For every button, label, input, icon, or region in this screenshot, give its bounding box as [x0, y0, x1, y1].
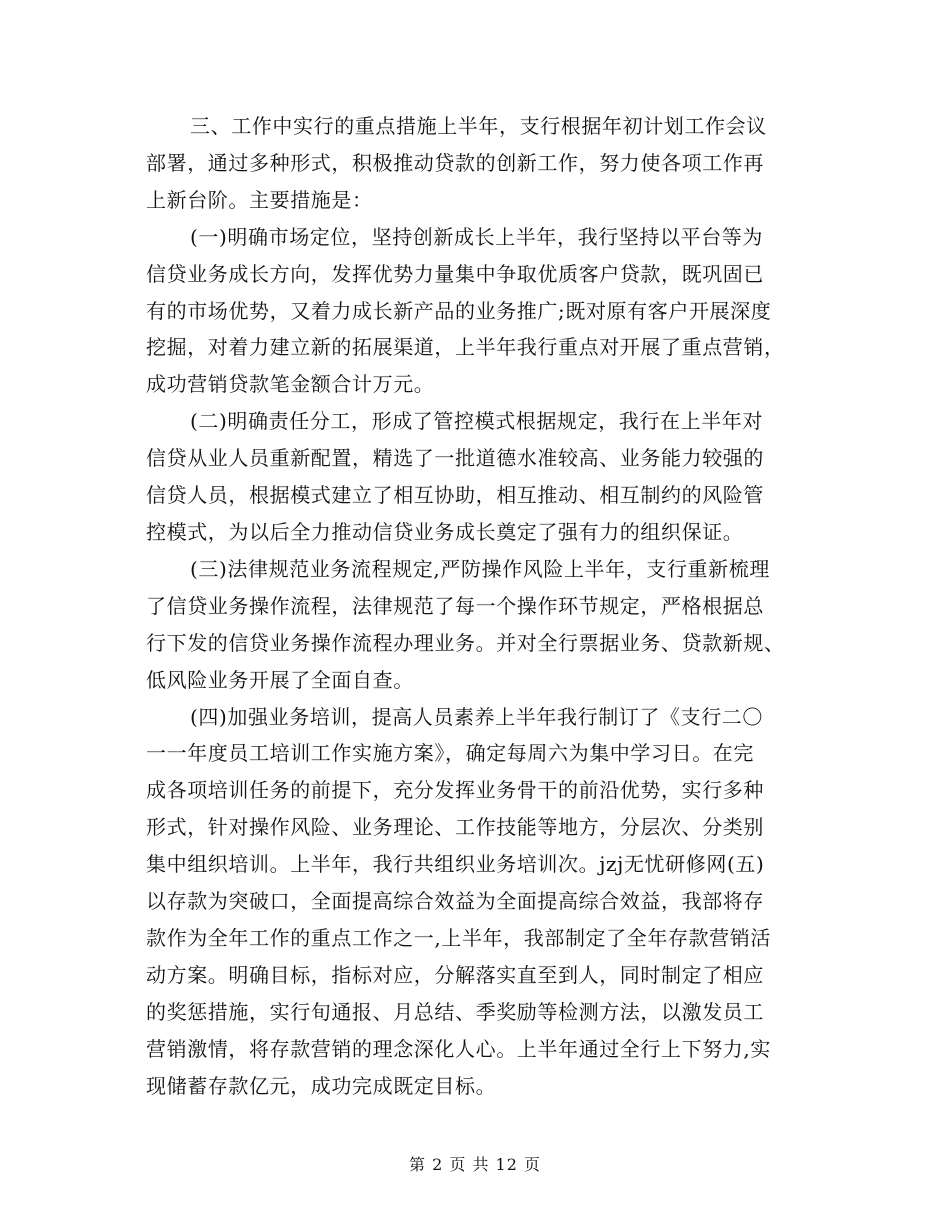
- text-line: (四)加强业务培训，提高人员素养上半年我行制订了《支行二〇: [190, 704, 764, 729]
- document-body: [146, 108, 806, 1104]
- current-page-number: 2: [432, 1155, 444, 1174]
- paragraph-process-rules: [146, 551, 806, 699]
- text-line: 了信贷业务操作流程，法律规范了每一个操作环节规定，严格根据总: [146, 593, 764, 618]
- text-line: 一一年度员工培训工作实施方案》，确定每周六为集中学习日。在完: [146, 741, 754, 766]
- total-pages-number: 12: [495, 1155, 518, 1174]
- text-line: (一)明确市场定位，坚持创新成长上半年，我行坚持以平台等为: [190, 224, 764, 249]
- text-line: 上新台阶。主要措施是：: [146, 187, 373, 212]
- text-line: 行下发的信贷业务操作流程办理业务。并对全行票据业务、贷款新规、: [146, 630, 785, 655]
- paragraph-responsibility: [146, 403, 806, 551]
- page-number-middle: 页 共: [449, 1155, 490, 1174]
- text-line: 形式，针对操作风险、业务理论、工作技能等地方，分层次、分类别: [146, 815, 764, 840]
- text-line: 信贷从业人员重新配置，精选了一批道德水准较高、业务能力较强的: [146, 446, 764, 471]
- text-line: 控模式，为以后全力推动信贷业务成长奠定了强有力的组织保证。: [146, 519, 744, 544]
- text-line: 成功营销贷款笔金额合计万元。: [146, 372, 435, 397]
- text-line: 挖掘，对着力建立新的拓展渠道，上半年我行重点对开展了重点营销，: [146, 335, 785, 360]
- paragraph-key-measures: [146, 108, 806, 219]
- text-line: 的奖惩措施，实行旬通报、月总结、季奖励等检测方法，以激发员工: [146, 999, 764, 1024]
- text-line: 营销激情，将存款营销的理念深化人心。上半年通过全行上下努力,实: [146, 1036, 771, 1061]
- text-line: 以存款为突破口，全面提高综合效益为全面提高综合效益，我部将存: [146, 889, 764, 914]
- text-line: 现储蓄存款亿元，成功完成既定目标。: [146, 1073, 497, 1098]
- text-line: 成各项培训任务的前提下，充分发挥业务骨干的前沿优势，实行多种: [146, 778, 764, 803]
- text-line: 有的市场优势，又着力成长新产品的业务推广;既对原有客户开展深度: [146, 298, 772, 323]
- paragraph-market-positioning: [146, 219, 806, 404]
- text-line: 部署，通过多种形式，积极推动贷款的创新工作，努力使各项工作再: [146, 150, 764, 175]
- page-number-prefix: 第: [408, 1155, 426, 1174]
- text-line: 信贷业务成长方向，发挥优势力量集中争取优质客户贷款，既巩固已: [146, 261, 764, 286]
- text-line: 信贷人员，根据模式建立了相互协助，相互推动、相互制约的风险管: [146, 483, 764, 508]
- paragraph-training: [146, 699, 806, 1105]
- text-line: 动方案。明确目标，指标对应，分解落实直至到人，同时制定了相应: [146, 962, 764, 987]
- text-line: 三、工作中实行的重点措施上半年，支行根据年初计划工作会议: [190, 114, 767, 138]
- text-line: 款作为全年工作的重点工作之一,上半年，我部制定了全年存款营销活: [146, 925, 771, 950]
- page-footer: [0, 1153, 950, 1177]
- page-number-suffix: 页: [524, 1155, 542, 1174]
- text-line: 低风险业务开展了全面自查。: [146, 667, 414, 692]
- text-line: 集中组织培训。上半年，我行共组织业务培训次。jzj无忧研修网(五): [146, 852, 765, 877]
- text-line: (三)法律规范业务流程规定,严防操作风险上半年，支行重新梳理: [190, 556, 770, 581]
- text-line: (二)明确责任分工，形成了管控模式根据规定，我行在上半年对: [190, 409, 764, 434]
